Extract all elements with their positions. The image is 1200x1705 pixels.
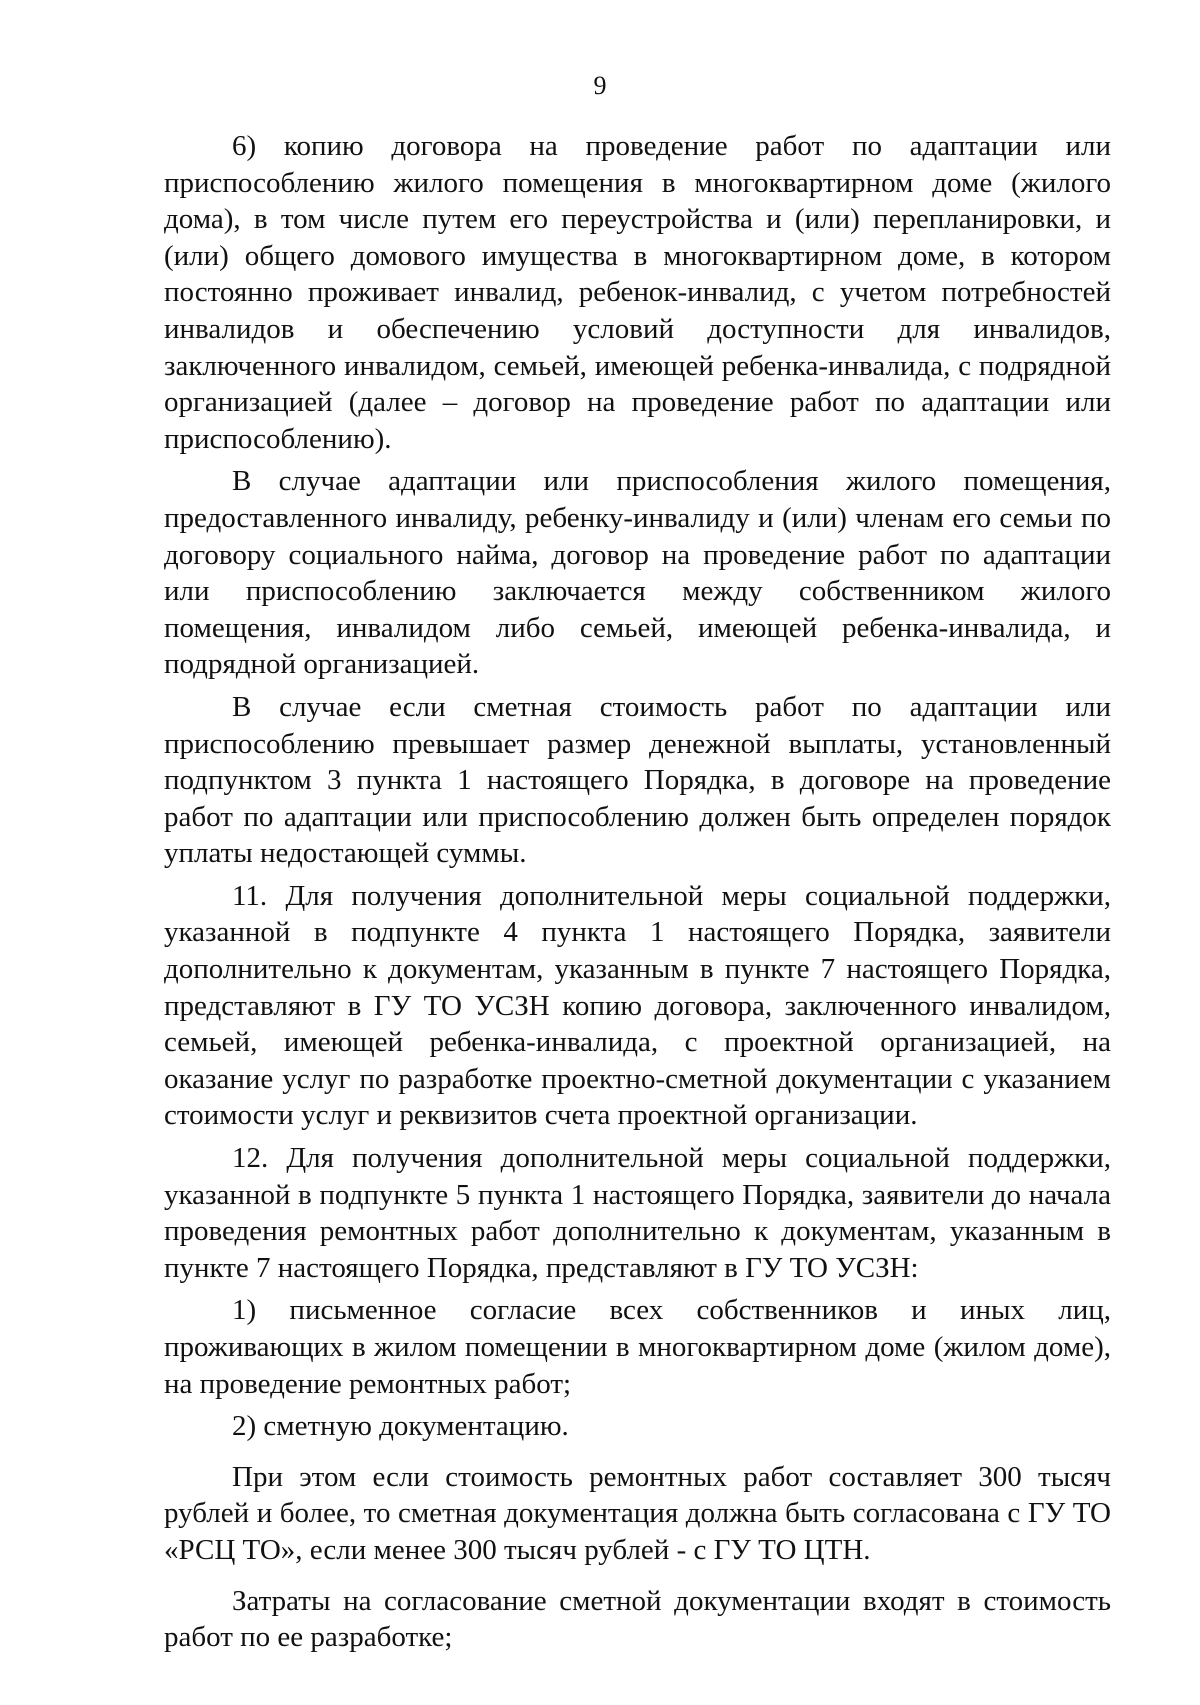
- paragraph-estimate-approval: При этом если стоимость ремонтных работ составляет 300 тысяч рублей и более, то сметная документация должна быть согласована с ГУ ТО «РСЦ ТО», если менее 300 тысяч рублей - с ГУ ТО ЦТН.: [164, 1460, 1111, 1566]
- paragraph-clause-12-item-1: 1) письменное согласие всех собственников и иных лиц, проживающих в жилом помещении в многоквартирном доме (жилом доме), на проведение ремонтных работ;: [164, 1294, 1111, 1400]
- page-number: 9: [593, 71, 607, 100]
- paragraph-clause-12: 12. Для получения дополнительной меры социальной поддержки, указанной в подпункте 5 пункта 1 настоящего Порядка, заявители до начала проведения ремонтных работ дополнительно к документам, указанным в пункте 7 настоящего Порядка, представляют в ГУ ТО УСЗН:: [164, 1142, 1111, 1284]
- paragraph-clause-12-item-2: 2) сметную документацию.: [232, 1410, 569, 1443]
- paragraph-clause-11: 11. Для получения дополнительной меры социальной поддержки, указанной в подпункте 4 пункта 1 настоящего Порядка, заявители дополнительно к документам, указанным в пункте 7 настоящего Порядка, представляют в ГУ ТО УСЗН копию договора, заключенного инвалидом, семьей, имеющей ребенка-инвалида, с проектной организацией, на оказание услуг по разработке проектно-сметной документации с указанием стоимости услуг и реквизитов счета проектной организации.: [164, 879, 1111, 1132]
- document-body: [164, 128, 1111, 1656]
- paragraph-item-6-contract-copy: 6) копию договора на проведение работ по адаптации или приспособлению жилого помещения в многоквартирном доме (жилого дома), в том числе путем его переустройства и (или) перепланировки, и (или) общего домового имущества в многоквартирном доме, в котором постоянно проживает инвалид, ребенок-инвалид, с учетом потребностей инвалидов и обеспечению условий доступности для инвалидов, заключенного инвалидом, семьей, имеющей ребенка-инвалида, с подрядной организацией (далее – договор на проведение работ по адаптации или приспособлению).: [164, 130, 1111, 455]
- paragraph-approval-costs: Затраты на согласование сметной документации входят в стоимость работ по ее разработке;: [164, 1584, 1111, 1654]
- paragraph-social-rent-adaptation: В случае адаптации или приспособления жилого помещения, предоставленного инвалиду, ребенку-инвалиду и (или) членам его семьи по договору социального найма, договор на проведение работ по адаптации или приспособлению заключается между собственником жилого помещения, инвалидом либо семьей, имеющей ребенка-инвалида, и подрядной организацией.: [164, 465, 1111, 681]
- paragraph-estimate-exceeds-payment: В случае если сметная стоимость работ по адаптации или приспособлению превышает размер денежной выплаты, установленный подпунктом 3 пункта 1 настоящего Порядка, в договоре на проведение работ по адаптации или приспособлению должен быть определен порядок уплаты недостающей суммы.: [164, 690, 1111, 870]
